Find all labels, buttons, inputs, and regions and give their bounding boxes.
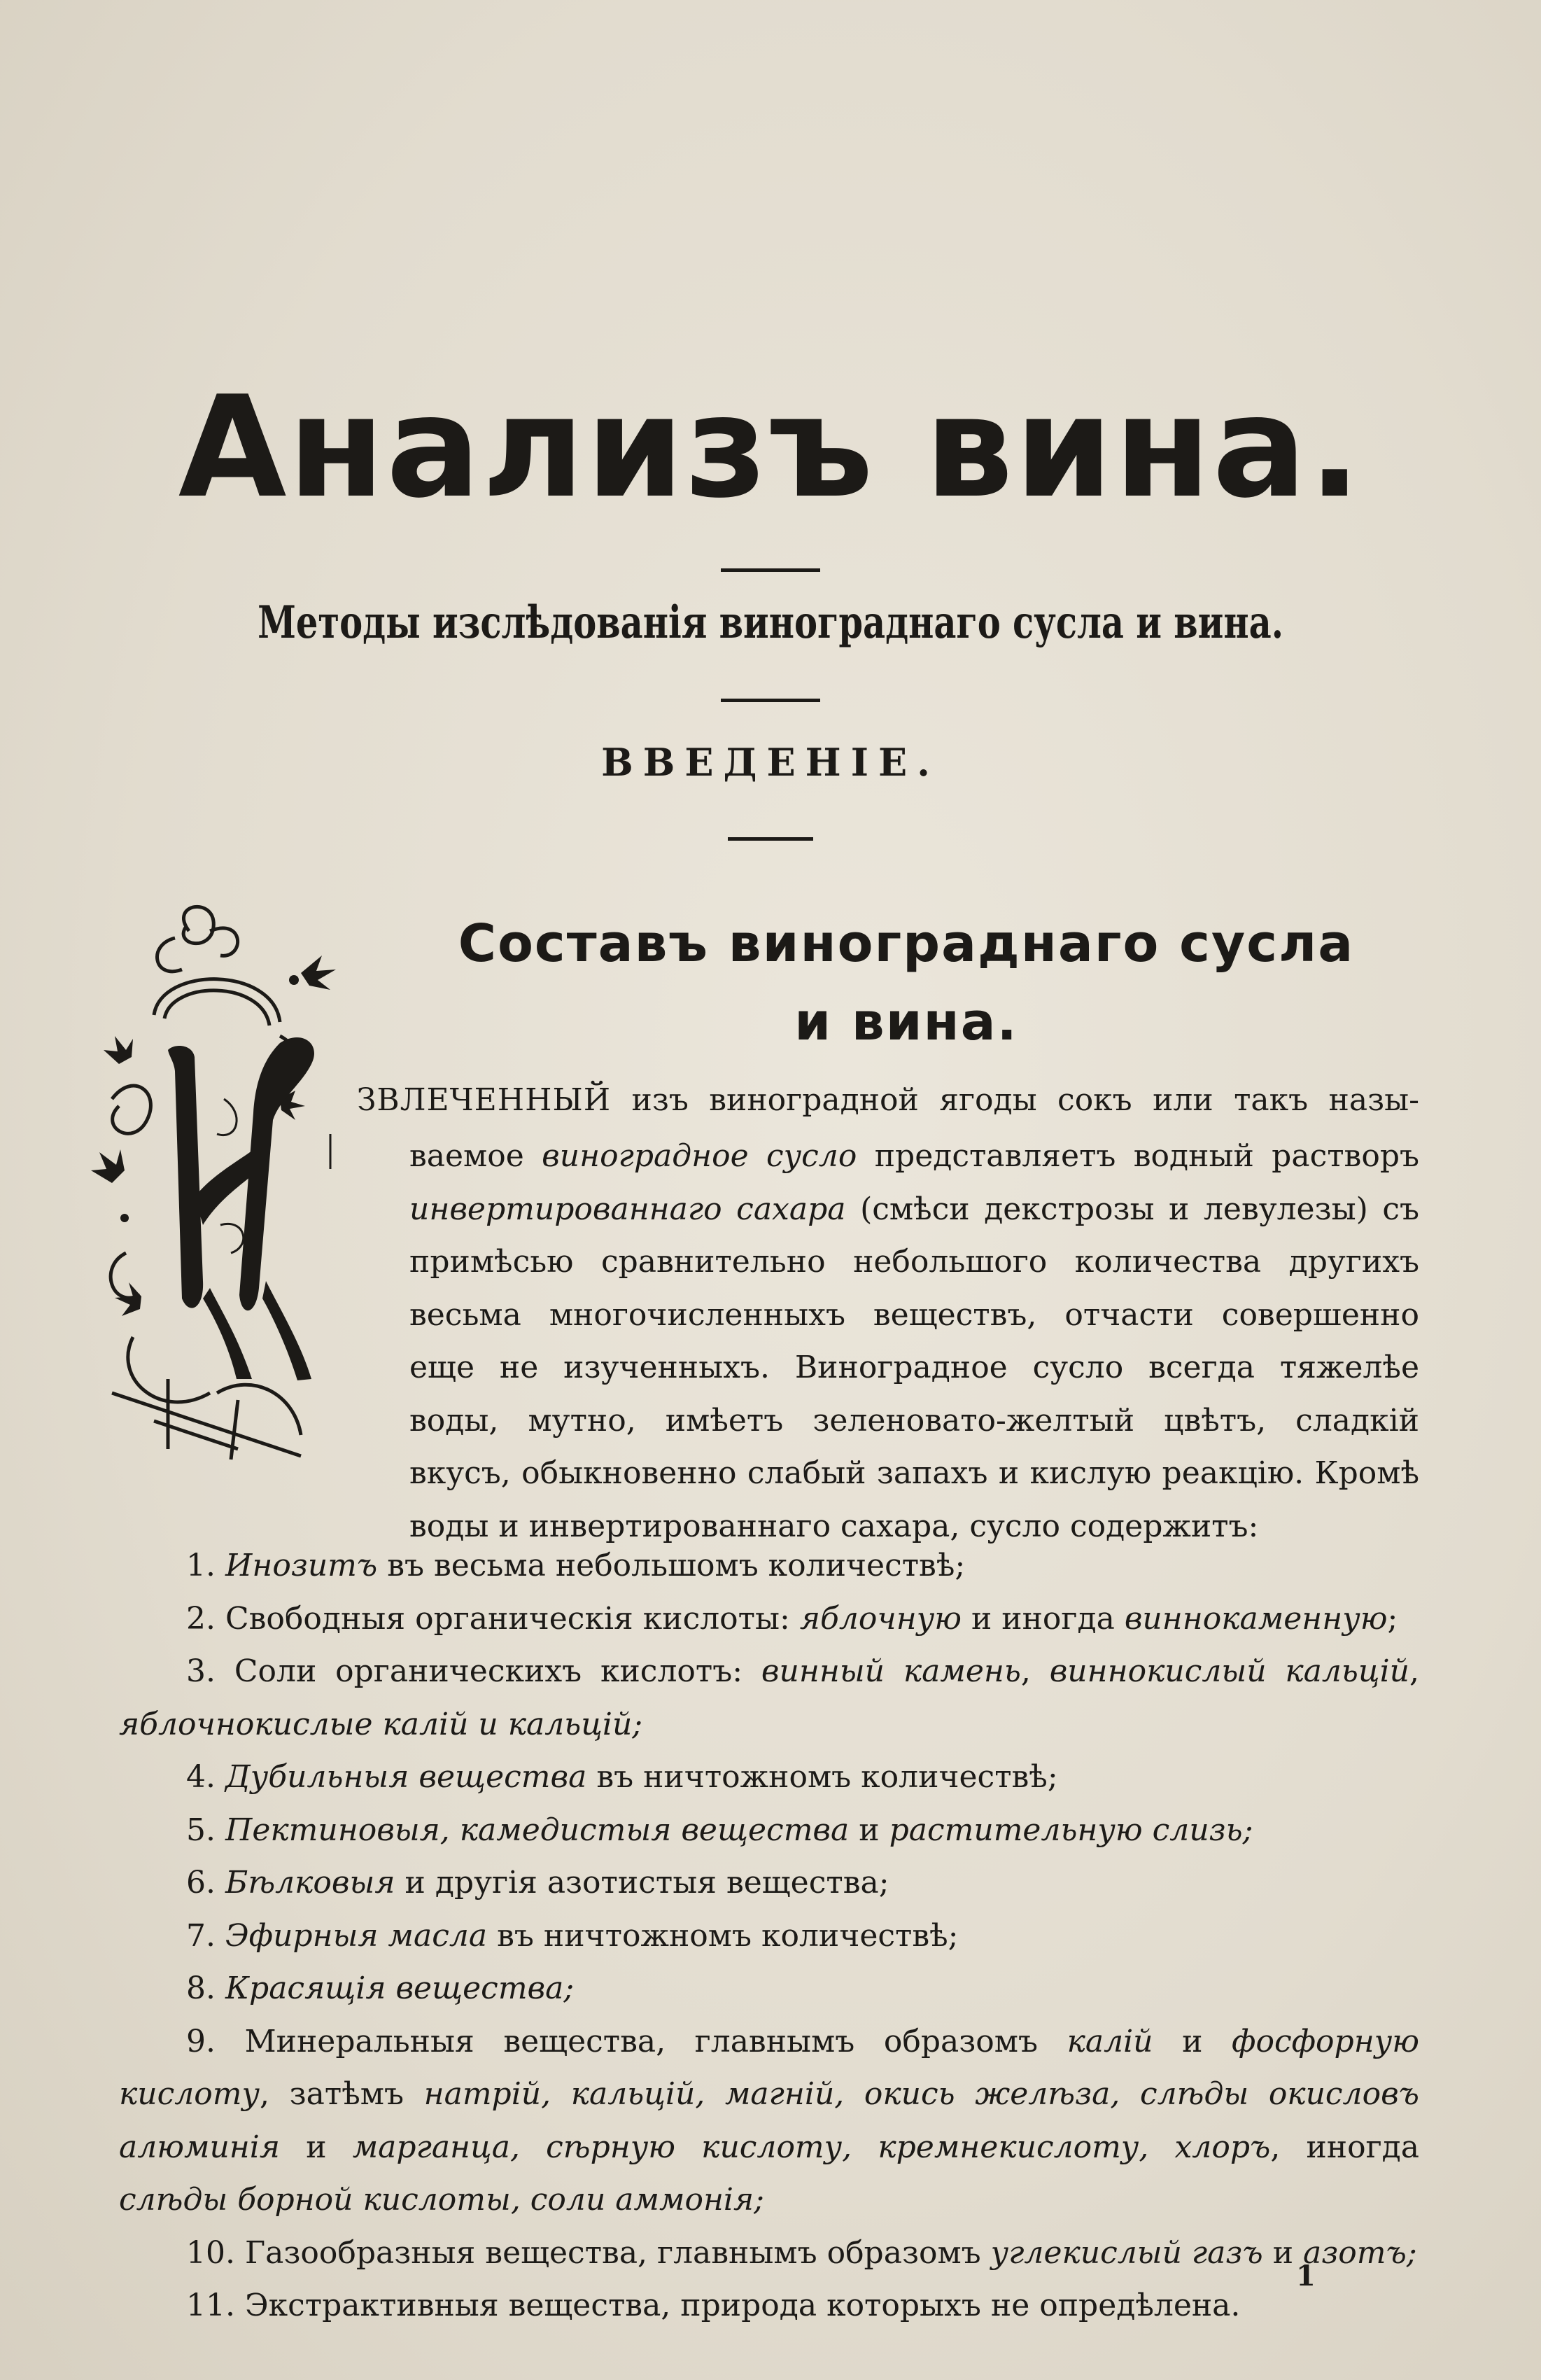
title-divider [721,568,820,572]
subtitle-divider [721,699,820,702]
intro-first-line [357,1082,1419,1118]
list-item: 10. Газообразныя вещества, главнымъ образомъ углекислый газъ и азотъ; [186,2234,1417,2271]
list-item: 1. Инозитъ въ весьма небольшомъ количествѣ; [186,1548,966,1583]
list-item: 5. Пектиновыя, камедистыя вещества и растительную слизь; [186,1812,1253,1848]
list-item: 9. Минеральныя вещества, главнымъ образомъ калій и фосфорную кислоту, затѣмъ натрій, кальцій, магній, окись желѣза, слѣды окисловъ алюминія и марганца, сѣрную кислоту, кремнекислоту, хлоръ, иногда слѣды борной кислоты, соли аммонія; [119,2023,1419,2218]
chapter-heading-line-2: и вина. [794,992,1018,1052]
intro-first-word: ЗВЛЕЧЕННЫЙ [357,1082,612,1118]
subtitle: Методы изслѣдованія винограднаго сусла и вина. [258,596,1283,649]
list-item: 6. Бѣлковыя и другія азотистыя вещества; [186,1865,889,1900]
ornate-initial-vine-icon [70,889,364,1463]
list-item: 8. Красящія вещества; [186,1970,575,2006]
page-number: 1 [1296,2260,1316,2292]
intro-text-2: представляетъ водный растворъ [874,1138,1419,1174]
section-divider [728,837,813,841]
list-item: 7. Эфирныя масла въ ничтожномъ количествѣ; [186,1917,959,1954]
list-item: 4. Дубильныя вещества въ ничтожномъ количествѣ; [186,1759,1058,1795]
section-heading: ВВЕДЕНІЕ. [601,740,940,785]
composition-list [119,1539,1419,2332]
intro-text-1: ваемое [409,1138,524,1174]
intro-first-line-rest: изъ виноградной ягоды сокъ или такъ назы- [631,1082,1419,1118]
intro-text-3: (смѣси декстрозы и левулезы) съ примѣсью сравнительно небольшого количества другихъ весьма многочисленныхъ веществъ, отчасти совершенно еще не изученныхъ. Виноградное сусло всегда тяжелѣе воды, мутно, имѣетъ зеленовато-желтый цвѣтъ, сладкій вкусъ, обыкновенно слабый запахъ и кислую реакцію. Кромѣ воды и инвертированнаго сахара, сусло содержитъ: [409,1191,1419,1544]
intro-term-1: виноградное сусло [542,1138,857,1174]
intro-term-2: инвертированнаго сахара [409,1191,846,1227]
page-title: Анализъ вина. [178,366,1363,529]
chapter-heading-line-1: Составъ винограднаго сусла [458,913,1355,974]
intro-paragraph [409,1130,1419,1553]
chapter-heading [350,904,1463,1061]
list-item: 2. Свободныя органическія кислоты: яблочную и иногда виннокаменную; [186,1600,1398,1637]
list-item: 11. Экстрактивныя вещества, природа которыхъ не опредѣлена. [186,2288,1241,2323]
list-item: 3. Соли органическихъ кислотъ: винный камень, виннокислый кальцій, яблочнокислые калій и кальцій; [119,1653,1419,1742]
